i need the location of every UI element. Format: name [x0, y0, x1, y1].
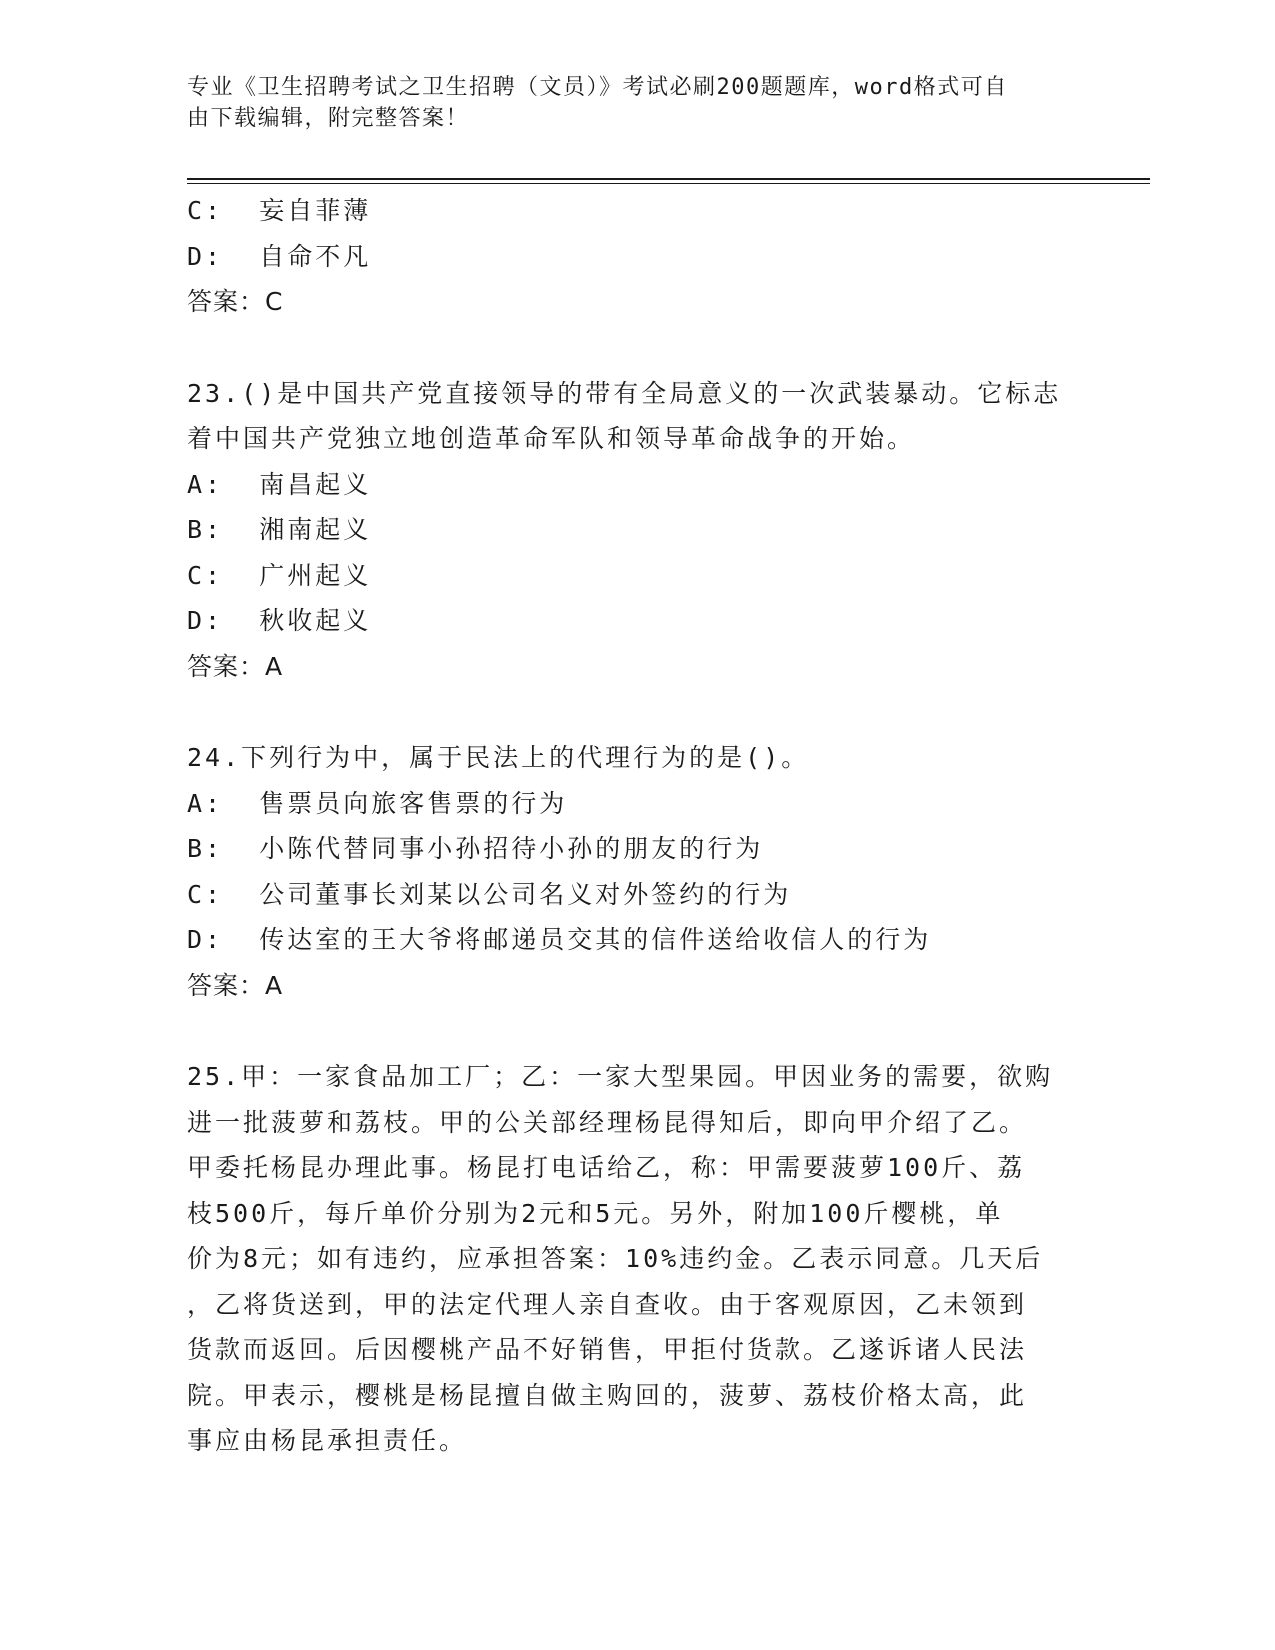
question-23 [187, 371, 1087, 690]
spacer [187, 325, 1087, 371]
question-24 [187, 735, 1087, 1008]
question-stem-line: 价为8元；如有违约，应承担答案：10%违约金。乙表示同意。几天后 [187, 1244, 1044, 1273]
answer: 答案：C [187, 287, 284, 316]
document-body [187, 188, 1087, 1464]
header-line-2: 由下载编辑，附完整答案！ [187, 106, 470, 131]
question-stem-line: 进一批菠萝和荔枝。甲的公关部经理杨昆得知后，即向甲介绍了乙。 [187, 1107, 1028, 1137]
header-line-1: 专业《卫生招聘考试之卫生招聘（文员）》考试必刷200题题库，word格式可自 [187, 75, 1008, 100]
document-header [187, 72, 1067, 134]
question-stem: 着中国共产党独立地创造革命军队和领导革命战争的开始。 [187, 424, 916, 453]
question-25 [187, 1054, 1087, 1464]
question-stem-line: ，乙将货送到，甲的法定代理人亲自查收。由于客观原因，乙未领到 [187, 1289, 1028, 1319]
option-c: C: 公司董事长刘某以公司名义对外签约的行为 [187, 879, 792, 909]
answer: 答案：A [187, 651, 284, 681]
header-rule-thick [187, 178, 1150, 180]
question-stem-line: 25.甲：一家食品加工厂；乙：一家大型果园。甲因业务的需要，欲购 [187, 1062, 1054, 1091]
spacer [187, 1008, 1087, 1054]
question-stem-line: 院。甲表示，樱桃是杨昆擅自做主购回的，菠萝、荔枝价格太高，此 [187, 1380, 1028, 1410]
option-d: D: 自命不凡 [187, 241, 372, 271]
option-c: C: 妄自菲薄 [187, 196, 372, 225]
header-rule-thin [187, 183, 1150, 184]
option-b: B: 小陈代替同事小孙招待小孙的朋友的行为 [187, 834, 764, 863]
question-stem-line: 事应由杨昆承担责任。 [187, 1426, 468, 1455]
question-stem-line: 枝500斤，每斤单价分别为2元和5元。另外，附加100斤樱桃，单 [187, 1198, 1004, 1228]
question-stem: 24.下列行为中，属于民法上的代理行为的是()。 [187, 743, 810, 772]
question-stem-line: 甲委托杨昆办理此事。杨昆打电话给乙，称：甲需要菠萝100斤、荔 [187, 1153, 1026, 1182]
spacer [187, 689, 1087, 735]
answer: 答案：A [187, 970, 284, 1000]
option-a: A: 售票员向旅客售票的行为 [187, 788, 568, 818]
question-stem: 23.()是中国共产党直接领导的带有全局意义的一次武装暴动。它标志 [187, 378, 1062, 408]
option-b: B: 湘南起义 [187, 515, 372, 544]
question-stem-line: 货款而返回。后因樱桃产品不好销售，甲拒付货款。乙遂诉诸人民法 [187, 1335, 1028, 1364]
option-d: D: 传达室的王大爷将邮递员交其的信件送给收信人的行为 [187, 925, 932, 954]
option-a: A: 南昌起义 [187, 469, 372, 499]
option-d: D: 秋收起义 [187, 606, 372, 635]
question-22 [187, 188, 1087, 325]
option-c: C: 广州起义 [187, 560, 372, 590]
